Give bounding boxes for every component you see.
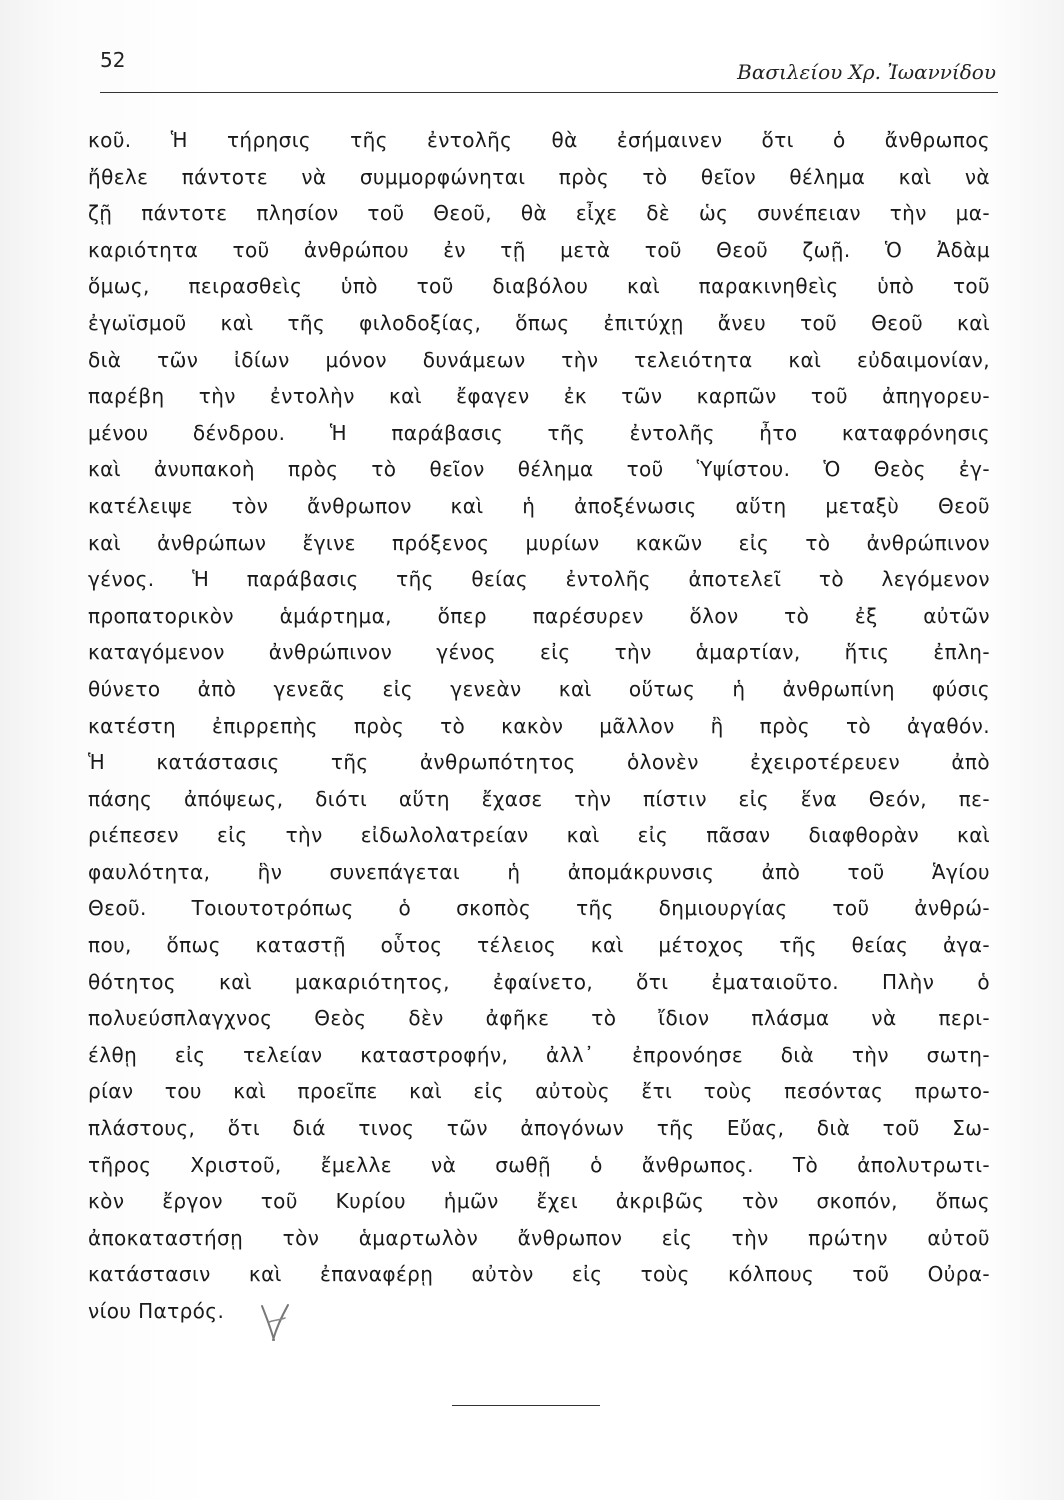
end-rule (452, 1405, 600, 1406)
text-line: πολυεύσπλαγχνος Θεὸς δὲν ἀφῆκε τὸ ἴδιον πλάσμα νὰ περι- (88, 1006, 990, 1031)
text-line: καὶ ἀνθρώπων ἔγινε πρόξενος μυρίων κακῶν εἰς τὸ ἀνθρώπινον (88, 530, 990, 555)
running-head-author: Βασιλείου Χρ. Ἰωαννίδου (737, 60, 996, 84)
text-line: θότητος καὶ μακαριότητος, ἐφαίνετο, ὅτι ἐματαιοῦτο. Πλὴν ὁ (88, 969, 990, 994)
text-line: κοῦ. Ἡ τήρησις τῆς ἐντολῆς θὰ ἐσήμαινεν ὅτι ὁ ἄνθρωπος (88, 128, 990, 152)
text-line: καριότητα τοῦ ἀνθρώπου ἐν τῇ μετὰ τοῦ Θεοῦ ζωῇ. Ὁ Ἀδὰμ (88, 237, 990, 262)
text-line: κατάστασιν καὶ ἐπαναφέρῃ αὐτὸν εἰς τοὺς κόλπους τοῦ Οὐρα- (88, 1262, 990, 1287)
text-line: έλθῃ εἰς τελείαν καταστροφήν, ἀλλ᾿ ἐπρονόησε διὰ τὴν σωτη- (88, 1042, 990, 1067)
text-line: καταγόμενον ἀνθρώπινον γένος εἰς τὴν ἁμαρτίαν, ἥτις ἐπλη- (88, 640, 990, 665)
text-line: Θεοῦ. Τοιουτοτρόπως ὁ σκοπὸς τῆς δημιουργίας τοῦ ἀνθρώ- (88, 896, 990, 921)
text-line: που, ὅπως καταστῇ οὗτος τέλειος καὶ μέτοχος τῆς θείας ἀγα- (88, 933, 990, 958)
text-line: προπατορικὸν ἁμάρτημα, ὅπερ παρέσυρεν ὅλον τὸ ἐξ αὐτῶν (88, 603, 990, 628)
text-line: κὸν ἔργον τοῦ Κυρίου ἡμῶν ἔχει ἀκριβῶς τὸν σκοπόν, ὅπως (88, 1189, 990, 1214)
text-line-final: νίου Πατρός. (88, 1299, 225, 1323)
pencil-mark-icon (258, 1302, 294, 1344)
text-line: καὶ ἀνυπακοὴ πρὸς τὸ θεῖον θέλημα τοῦ Ὑψίστου. Ὁ Θεὸς ἐγ- (88, 457, 990, 482)
text-line: τῆρος Χριστοῦ, ἔμελλε νὰ σωθῇ ὁ ἄνθρωπος. Τὸ ἀπολυτρωτι- (88, 1152, 990, 1177)
text-line: ἀποκαταστήσῃ τὸν ἁμαρτωλὸν ἄνθρωπον εἰς τὴν πρώτην αὐτοῦ (88, 1225, 990, 1250)
text-line: παρέβη τὴν ἐντολὴν καὶ ἔφαγεν ἐκ τῶν καρπῶν τοῦ ἀπηγορευ- (88, 384, 990, 409)
text-line: θύνετο ἀπὸ γενεᾶς εἰς γενεὰν καὶ οὕτως ἡ ἀνθρωπίνη φύσις (88, 676, 990, 701)
text-line: Ἡ κατάστασις τῆς ἀνθρωπότητος ὁλονὲν ἐχειροτέρευεν ἀπὸ (88, 750, 990, 775)
text-line: ριέπεσεν εἰς τὴν εἰδωλολατρείαν καὶ εἰς πᾶσαν διαφθορὰν καὶ (88, 823, 990, 848)
body-text (88, 122, 990, 1330)
text-line: κατέλειψε τὸν ἄνθρωπον καὶ ἡ ἀποξένωσις αὕτη μεταξὺ Θεοῦ (88, 493, 990, 518)
text-line: ὅμως, πειρασθεὶς ὑπὸ τοῦ διαβόλου καὶ παρακινηθεὶς ὑπὸ τοῦ (88, 274, 990, 299)
text-line: φαυλότητα, ἣν συνεπάγεται ἡ ἀπομάκρυνσις ἀπὸ τοῦ Ἁγίου (88, 859, 990, 884)
text-line: πλάστους, ὅτι διά τινος τῶν ἀπογόνων τῆς Εὔας, διὰ τοῦ Σω- (88, 1116, 990, 1141)
text-line: μένου δένδρου. Ἡ παράβασις τῆς ἐντολῆς ἦτο καταφρόνησις (88, 420, 990, 445)
text-line: ρίαν του καὶ προεῖπε καὶ εἰς αὐτοὺς ἔτι τοὺς πεσόντας πρωτο- (88, 1079, 990, 1104)
text-line: ἐγωϊσμοῦ καὶ τῆς φιλοδοξίας, ὅπως ἐπιτύχῃ ἄνευ τοῦ Θεοῦ καὶ (88, 310, 990, 335)
text-line: διὰ τῶν ἰδίων μόνον δυνάμεων τὴν τελειότητα καὶ εὐδαιμονίαν, (88, 347, 990, 372)
text-line: ἤθελε πάντοτε νὰ συμμορφώνηται πρὸς τὸ θεῖον θέλημα καὶ νὰ (88, 164, 990, 189)
text-line: πάσης ἀπόψεως, διότι αὕτη ἔχασε τὴν πίστιν εἰς ἕνα Θεόν, πε- (88, 786, 990, 811)
text-line: γένος. Ἡ παράβασις τῆς θείας ἐντολῆς ἀποτελεῖ τὸ λεγόμενον (88, 567, 990, 592)
page-number: 52 (100, 48, 126, 72)
text-line: ζῇ πάντοτε πλησίον τοῦ Θεοῦ, θὰ εἶχε δὲ ὡς συνέπειαν τὴν μα- (88, 201, 990, 226)
header-rule (100, 92, 998, 93)
text-line: κατέστη ἐπιρρεπὴς πρὸς τὸ κακὸν μᾶλλον ἢ πρὸς τὸ ἀγαθόν. (88, 713, 990, 738)
